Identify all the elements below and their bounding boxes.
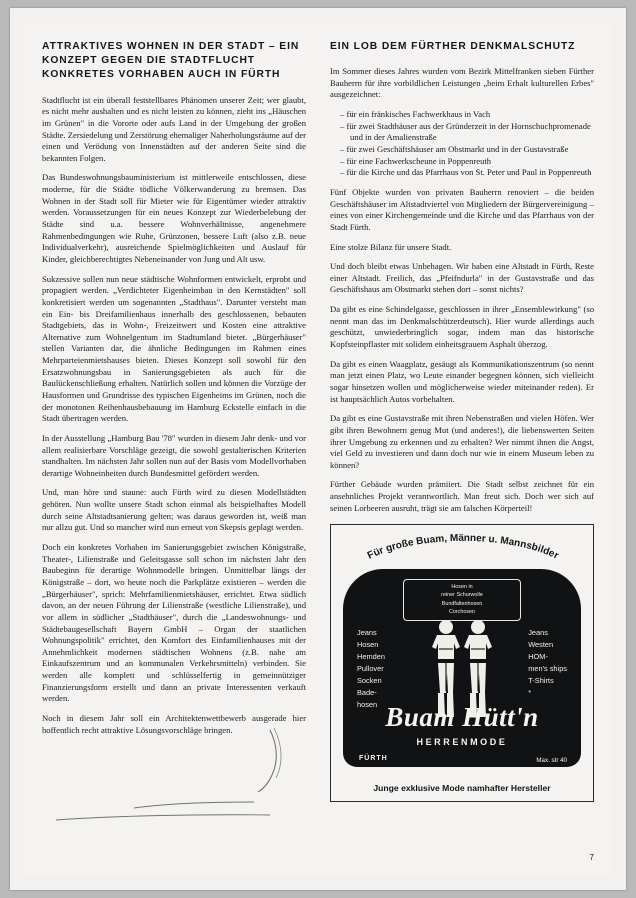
- ad-product-item: men's ships: [528, 664, 567, 674]
- ad-brand-name: Buam Hütt'n: [385, 702, 539, 733]
- right-article-headline: EIN LOB DEM FÜRTHER DENKMALSCHUTZ: [330, 41, 576, 52]
- ad-address: [536, 757, 567, 765]
- left-paragraph: Noch in diesem Jahr soll ein Architektenwettbewerb ausgerade hier hoffentlich recht attraktive Lösungsvorschläge bringen.: [42, 713, 306, 735]
- right-paragraph: Da gibt es einen Waagplatz, gesäugt als Kommunikationszentrum (so nennt man jetzt einen Platz, wo Leute einander begegnen können, sich vielleicht sogar hinsetzen wollen und möglicherweise wieder miteinander reden). Er ist hauptsächlich Autos vorbehalten.: [330, 358, 594, 404]
- ad-box-line: Hosen in: [451, 584, 473, 591]
- right-paragraph: Fürther Gebäude wurden prämiiert. Die Stadt selbst zeichnet für ein ansehnliches Projekt verantwortlich. Man freut sich. Doch wer sich auf seinen Lorbeeren ausruht, trägt sie am falschen Körperteil!: [330, 479, 594, 513]
- left-paragraph: Sukzessive sollen nun neue städtische Wohnformen entwickelt, erprobt und propagiert werden. „Verdichteter Eigenheimbau in den Kernstädten" soll konkretisiert werden um sogenannten „Stadthaus". Darunter versteht man ein Ein- bis Dreifamilienhaus innerhalb des geschlossenen, bebauten Stadtgebiets, das in Wohn-, Freizeitwert und Kosten eine attraktive Alternative zum Wohnelgentum im Stadtumland bietet. „Bürgerhäuser" stellen Varianten dar, die ähnliche Bedingungen im Rahmen eines Mehrparteienmietshauses bieten. Dieses Konzept soll sowohl für den Ersatzwohnungsbau in Sanierungsgebieten als auch für die Baulückenschließung erhalten. Natürlich sollen und können die Vorzüge der Hausformen und Grundrisse des typischen Eigenheims im Grünen, noch die der monotonen Reihenhausbebauung im Hamburg Eckstelle einfach in die Stadt übertragen werden.: [42, 273, 306, 424]
- ad-left-product-list: [357, 627, 385, 711]
- list-item: – für zwei Geschäftshäuser am Obstmarkt und in der Gustavstraße: [340, 144, 594, 156]
- ad-dark-panel: [343, 569, 581, 767]
- left-article-headline: ATTRAKTIVES WOHNEN IN DER STADT – EIN KONZEPT GEGEN DIE STADTFLUCHT KONKRETES VORHABEN AUCH IN FÜRTH: [42, 41, 300, 81]
- right-paragraph: Und doch bleibt etwas Unbehagen. Wir haben eine Altstadt in Fürth, Reste einer Altstadt. Freilich, das „Pfeifndurla" in der Gustavstraße und das Geschäftshaus am Obstmarkt stehen dort – sonst nichts?: [330, 261, 594, 295]
- page-sheet: [24, 22, 612, 876]
- ad-product-item: hosen: [357, 700, 378, 710]
- advertisement: [330, 524, 594, 802]
- ad-address-line: Max. str 40: [536, 756, 567, 764]
- list-item: – für ein fränkisches Fachwerkhaus in Vach: [340, 109, 594, 121]
- list-item: – für zwei Stadthäuser aus der Gründerzeit in der Hornschuchpromenade und in der Amalienstraße: [340, 121, 594, 144]
- right-paragraph: Fünf Objekte wurden von privaten Bauherrn renoviert – die beiden Geschäftshäuser im Altstadtviertel von Mitgliedern der Bürgervereinigung – eines von einer Kirchengemeinde und die Kirche und das Pfarrhaus von der Stadt Fürth.: [330, 186, 594, 232]
- right-paragraph: Da gibt es eine Gustavstraße mit ihren Nebenstraßen und vielen Höfen. Wer gibt ihren Bewohnern genug Mut (und anderes!), die liebenswerten Seiten ihrer Umgebung zu erkennen und zu erhalten? Wer nimmt ihnen die Angst, viel Geld zu investieren und dann doch nur wie in einem Museum leben zu können?: [330, 413, 594, 470]
- ad-city: FÜRTH: [359, 755, 388, 763]
- ad-product-item: Pullover: [357, 664, 384, 674]
- ad-tagline: Junge exklusive Mode namhafter Hersteller: [373, 783, 551, 794]
- left-column: [42, 40, 306, 802]
- ad-arc-label: Für große Buam, Männer u. Mannsbilder: [365, 533, 561, 562]
- svg-text:Für große Buam, Männer u. Mann: [366, 533, 560, 562]
- ad-product-item: Hosen: [357, 640, 379, 650]
- list-item: – für eine Fachwerkscheune in Poppenreuth: [340, 156, 594, 168]
- left-paragraph: Das Bundeswohnungsbauministerium ist mittlerweile entschlossen, diese moderne, für die Städte tödliche Völkerwanderung zu bremsen. Das Wohnen in der Stadt soll für Mieter wie für Eigentümer wieder attraktiv werden. Voraussetzungen für ein neues Konzept zur Wiederbelebung der Städte sind u.a. bessere Wohnverhältnisse, angenehmere Rahmenbedingungen wie Ruhe, Grünzonen, bessere Luft (also z.B. neue Individualverkehr), ausreichende Spielmöglichkeiten und Auslauf für Kinder, gleichberechtigtes Nebeneinander von Jung und Alt usw.: [42, 172, 306, 264]
- ad-product-item: Jeans: [357, 628, 377, 638]
- left-paragraph: Doch ein konkretes Vorhaben im Sanierungsgebiet zwischen Königstraße, Theater-, Lilienstraße und Geleitsgasse soll schon im nächsten Jahr den Baubeginn für derartige Wohnmodelle bringen. Unmittelbar längs der Königstraße – dort, wo heute noch die Parkplätze existieren – werden die „Bürgerhäuser", sprich: Mehrfamilienmietshäuser, errichtet. Etwa südlich davon, an der neuen Führung der Lilienstraße (westliche Lilienstraße), und vor allem in südlicher „Stadthäuser", durch die „Landeswohnungs- und Städtebaugesellschaft Bayern GmbH – Organ der staatlichen Wohnungspolitik" errichtet, den Komfort des Einfamilienhauses mit der Annehmlichkeit modernen städtischen Wohnens (z.B. nahe am Einkaufszentrum und an kommunalen Verkehrsmitteln) verbinden. Sie werden alle komplett und schlüsselfertig in gemeinnütziger Finanzierungsform erstellt und dann an private Interessenten verkauft werden.: [42, 542, 306, 704]
- ad-product-item: HOM-: [528, 652, 548, 662]
- ad-box-line: Corchosen: [448, 608, 476, 615]
- ad-product-item: Bade-: [357, 688, 377, 698]
- page-number: 7: [589, 853, 594, 862]
- ad-product-item: *: [528, 688, 532, 698]
- ad-box-line: Bundfaltenhosen: [441, 600, 483, 607]
- right-intro-paragraph: Im Sommer dieses Jahres wurden vom Bezirk Mittelfranken sieben Fürther Bauherrn für ihre vorbildlichen Leistungen „beim Erhalt kulturellen Erbes" ausgezeichnet:: [330, 66, 594, 100]
- left-paragraph: Und, man höre und staune: auch Fürth wird zu diesen Modellstädten gehören. Nun wollte unsere Stadt schon einmal als beispielhaftes Modell durch seine Altstadtsanierung gelten; was daraus geworden ist, weiß man nur allzu gut. Und so mancher wird nun erneut von Skepsis geplagt werden.: [42, 487, 306, 533]
- ad-product-item: Westen: [528, 640, 554, 650]
- list-item: – für die Kirche und das Pfarrhaus von St. Peter und Paul in Poppenreuth: [340, 167, 594, 179]
- ad-box-line: reiner Schurwolle: [441, 592, 483, 599]
- right-paragraph: Da gibt es eine Schindelgasse, geschlossen in ihrer „Ensemblewirkung" (so nennt man das im Denkmalschützerdeutsch). Hier wurde allerdings auch geschützt, unwiederbringlich sogar, indem man das historische Kopfsteinpflaster mit solidem einheitsgrauem Asphalt überzog.: [330, 304, 594, 350]
- ad-product-item: T-Shirts: [528, 676, 554, 686]
- ad-product-item: Jeans: [528, 628, 548, 638]
- ad-brand-subtitle: HERRENMODE: [416, 737, 508, 748]
- award-list: [330, 109, 594, 179]
- two-column-layout: [42, 40, 594, 802]
- right-column: [330, 40, 594, 802]
- right-paragraph: Eine stolze Bilanz für unsere Stadt.: [330, 241, 452, 252]
- ad-product-item: Hemden: [357, 652, 385, 662]
- ad-product-item: Socken: [357, 676, 382, 686]
- ad-right-product-list: [528, 627, 567, 699]
- magazine-page: [10, 8, 626, 890]
- left-paragraph: Stadtflucht ist ein überall feststellbares Phänomen unserer Zeit; wer glaubt, es nicht mehr aushalten und es nicht leisten zu können, zieht ins „Häuschen im Grünen" in die Vororte oder aufs Land in der Umgebung der großen Städte. Zersiedelung und Zerstörung ehemaliger Naherholungsräume auf der einen und Verödung von Innenstädten auf der anderen Seite sind die bekannten Folgen.: [42, 94, 306, 163]
- left-paragraph: In der Ausstellung „Hamburg Bau '78" wurden in diesem Jahr denk- und vor allem realisierbare Vorschläge gezeigt, die sowohl gestalterischen Kriterien standhalten. Im nächsten Jahr sollen nun auf der Basis vom Modellvorhaben derartige Wohneinheiten durch Bundesmittel gefördert werden.: [42, 432, 306, 478]
